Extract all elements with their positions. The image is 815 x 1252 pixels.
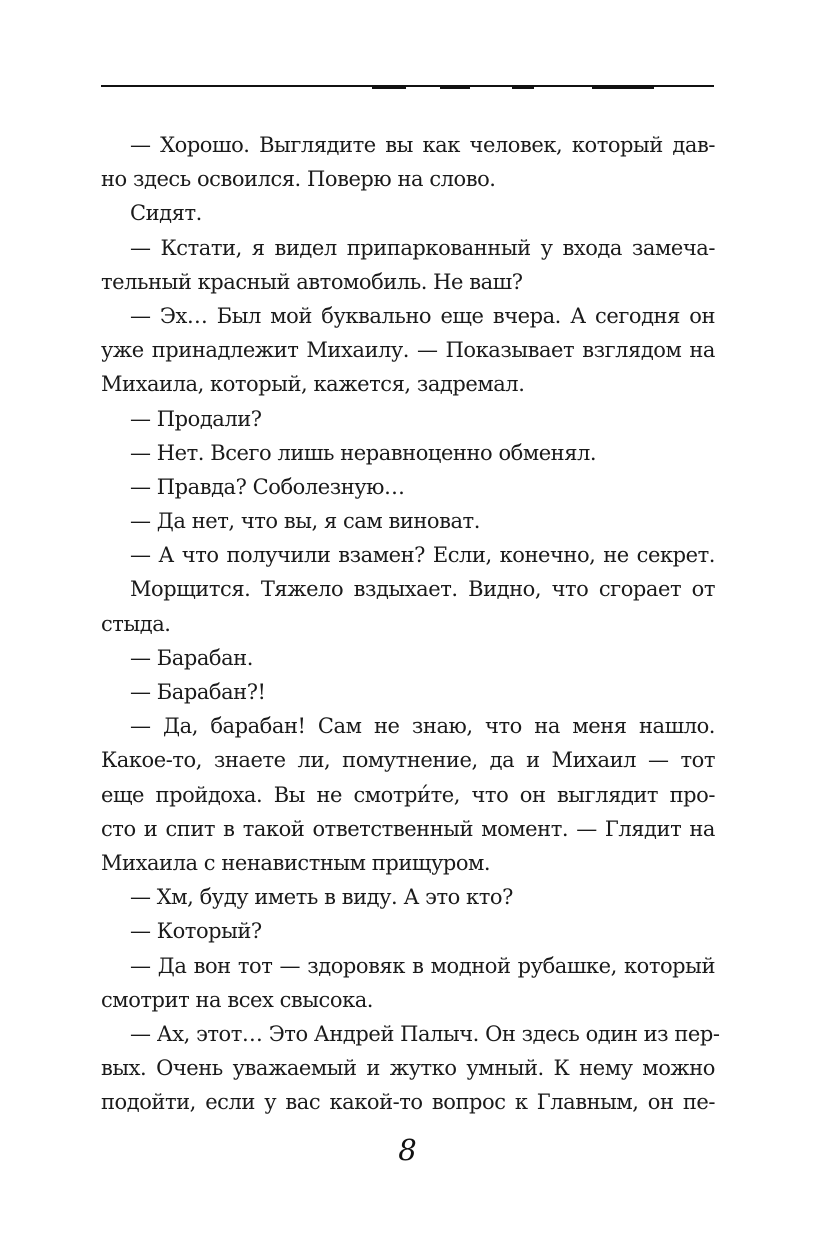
text-line: — Барабан?! — [130, 680, 266, 704]
text-line: — Барабан. — [130, 645, 253, 670]
text-line: — Хм, буду иметь в виду. А это кто? — [130, 885, 513, 910]
text-line: смотрит на всех свысока. — [101, 987, 374, 1012]
text-line: — Кстати, я видел припаркованный у входа замеча- — [130, 235, 715, 260]
text-line: уже принадлежит Михаилу. — Показывает взглядом на — [101, 338, 715, 363]
text-line: подойти, если у вас какой-то вопрос к Главным, он пе- — [101, 1090, 715, 1115]
text-line: тельный красный автомобиль. Не ваш? — [101, 269, 523, 294]
text-line: — Продали? — [130, 406, 262, 431]
header-rule-tick — [512, 87, 534, 89]
text-line: — Правда? Соболезную… — [130, 474, 405, 499]
text-line: сто и спит в такой ответственный момент. — Глядит на — [101, 816, 715, 841]
text-line: вых. Очень уважаемый и жутко умный. К нему можно — [101, 1056, 715, 1081]
text-line: Морщится. Тяжело вздыхает. Видно, что сгорает от — [130, 577, 715, 602]
text-line: — Да вон тот — здоровяк в модной рубашке, который — [130, 953, 715, 978]
text-line: стыда. — [101, 611, 171, 636]
page-text — [101, 128, 720, 1119]
header-rule-tick — [440, 87, 470, 89]
text-line: еще пройдоха. Вы не смотри́те, что он выглядит про- — [101, 782, 715, 807]
text-line: — Ах, этот… Это Андрей Палыч. Он здесь один из пер- — [130, 1021, 720, 1046]
text-line: Михаила с ненавистным прищуром. — [101, 850, 491, 875]
text-line: — А что получили взамен? Если, конечно, не секрет. — [130, 543, 715, 568]
text-line: Михаила, который, кажется, задремал. — [101, 372, 525, 397]
text-line: — Да, барабан! Сам не знаю, что на меня нашло. — [130, 714, 715, 739]
text-line: — Эх… Был мой буквально еще вчера. А сегодня он — [130, 303, 715, 328]
header-rule-tick — [372, 87, 406, 89]
text-line: — Нет. Всего лишь неравноценно обменял. — [130, 440, 597, 465]
text-line: — Да нет, что вы, я сам виноват. — [130, 509, 480, 534]
header-rule-tick — [592, 87, 654, 89]
text-line: Сидят. — [130, 201, 202, 226]
text-line: — Хорошо. Выглядите вы как человек, который дав- — [130, 133, 715, 157]
text-line: Какое-то, знаете ли, помутнение, да и Михаил — тот — [101, 748, 715, 773]
text-line: но здесь освоился. Поверю на слово. — [101, 167, 496, 192]
page-number: 8 — [398, 1133, 417, 1167]
text-line: — Который? — [130, 919, 262, 944]
